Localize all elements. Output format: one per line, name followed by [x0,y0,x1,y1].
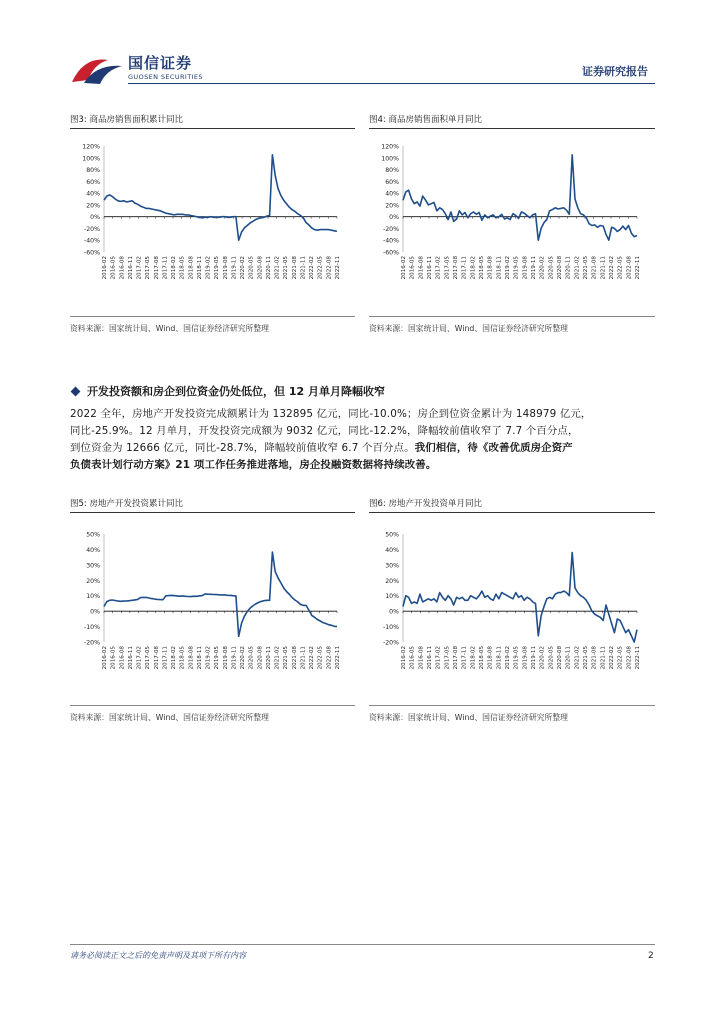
fig6-xtick-label: 2018-02 [470,646,477,670]
fig4-ytick-label: -40% [383,237,399,245]
fig6-xtick-label: 2018-08 [487,646,494,670]
fig4-xtick-label: 2016-02 [401,256,407,280]
fig3-xtick-label: 2020-05 [248,256,255,280]
fig3-xtick-label: 2020-08 [257,256,264,280]
fig4-ytick-label: -20% [383,225,399,233]
fig4-xtick-label: 2020-11 [565,256,572,280]
header-rule [128,83,655,84]
fig5-xtick-label: 2022-02 [309,646,316,670]
fig3-series-line [104,155,337,240]
fig4-xtick-label: 2018-11 [496,256,503,280]
fig3-xtick-label: 2021-11 [300,256,307,280]
fig5-xtick-label: 2016-02 [102,646,108,670]
fig3-xtick-label: 2019-05 [214,256,221,280]
fig6-ytick-label: 30% [385,562,399,570]
fig5-xtick-label: 2020-11 [265,646,272,670]
fig3-ytick-label: 20% [86,202,100,210]
fig4-xtick-label: 2018-05 [479,256,485,280]
fig6-xtick-label: 2016-08 [418,646,425,670]
fig4-xtick-label: 2022-02 [609,256,615,280]
fig5-xtick-label: 2016-11 [127,646,134,670]
fig5-chart [70,528,355,700]
fig5-ytick-label: 40% [86,546,100,554]
fig5-xtick-label: 2017-02 [136,646,143,670]
para-line-2: 同比-25.9%。12 月单月，开发投资完成额为 9032 亿元，同比-12.2%，降幅较前值收窄了 7.7 个百分点， [70,425,579,437]
fig4-xtick-label: 2019-08 [522,256,529,280]
fig5-xtick-label: 2018-02 [171,646,178,670]
fig6-ytick-label: -20% [383,639,399,647]
section-bullet-icon [71,387,81,397]
fig3-xtick-label: 2018-08 [188,256,195,280]
fig3-xtick-label: 2020-11 [265,256,272,280]
fig4-xtick-label: 2016-08 [418,256,425,280]
fig5-title: 图5: 房地产开发投资累计同比 [70,499,183,509]
fig3-ytick-label: 120% [82,143,100,151]
fig3-xtick-label: 2022-11 [335,256,341,280]
fig4-xtick-label: 2018-08 [487,256,494,280]
fig5-xtick-label: 2016-08 [119,646,126,670]
fig5-xtick-label: 2018-11 [196,646,203,670]
brand-name-en: GUOSEN SECURITIES [128,73,203,81]
fig6-xtick-label: 2016-05 [409,646,416,670]
fig5-ytick-label: 20% [86,577,100,585]
fig4-xtick-label: 2021-08 [591,256,598,280]
fig6-xtick-label: 2021-05 [583,646,589,670]
fig3-xtick-label: 2018-02 [171,256,178,280]
fig3-xtick-label: 2017-02 [136,256,143,280]
fig5-ytick-label: 50% [86,531,100,539]
fig3-ytick-label: -40% [84,237,100,245]
fig3-xtick-label: 2022-08 [326,256,333,280]
fig3-ytick-label: 100% [82,155,100,163]
fig6-xtick-label: 2019-02 [505,646,511,670]
fig6-xtick-label: 2021-02 [574,646,581,670]
fig4-title: 图4: 商品房销售面积单月同比 [369,115,482,125]
fig6-xtick-label: 2017-11 [461,646,468,670]
fig6-xtick-label: 2018-05 [479,646,485,670]
fig6-series-line [403,553,637,643]
fig3-ytick-label: -20% [84,225,100,233]
fig4-xtick-label: 2020-08 [557,256,563,280]
fig5-xtick-label: 2017-11 [162,646,169,670]
para-line-3-bold: 我们相信，待《改善优质房企资产 [414,442,573,454]
footer-rule [70,944,655,945]
fig6-xtick-label: 2017-08 [453,646,459,670]
fig6-ytick-label: 40% [385,546,399,554]
header-logo [70,52,126,86]
footer-disclaimer: 请务必阅读正文之后的免责声明及其项下所有内容 [70,951,246,960]
fig5-source: 资料来源：国家统计局、Wind、国信证券经济研究所整理 [70,713,269,722]
fig6-xtick-label: 2017-02 [435,646,442,670]
fig5-xtick-label: 2017-05 [145,646,152,670]
fig3-title: 图3: 商品房销售面积累计同比 [70,115,183,125]
fig4-ytick-label: 0% [389,214,399,222]
fig4-xtick-label: 2022-08 [626,256,633,280]
fig4-xtick-label: 2019-11 [531,256,537,280]
logo-mark-icon [70,52,126,86]
fig3-xtick-label: 2018-05 [179,256,186,280]
fig4-top-rule [369,128,655,129]
fig4-xtick-label: 2017-02 [435,256,442,280]
fig5-xtick-label: 2022-08 [326,646,333,670]
fig4-xtick-label: 2019-05 [513,256,520,280]
fig6-xtick-label: 2018-11 [496,646,503,670]
fig3-xtick-label: 2021-05 [283,256,290,280]
fig4-source: 资料来源：国家统计局、Wind、国信证券经济研究所整理 [369,324,568,333]
fig6-xtick-label: 2022-02 [609,646,615,670]
fig3-ytick-label: 40% [86,190,100,198]
fig6-xtick-label: 2020-11 [565,646,572,670]
fig4-ytick-label: 60% [385,178,399,186]
fig4-xtick-label: 2021-11 [600,255,607,280]
para-line-4-bold: 负债表计划行动方案》21 项工作任务推进落地，房企投融资数据将持续改善。 [70,459,437,471]
fig6-ytick-label: 10% [385,593,399,601]
fig4-series-line [403,155,637,240]
fig3-xtick-label: 2021-02 [274,256,281,280]
fig3-bottom-rule [70,316,355,317]
fig6-title: 图6: 房地产开发投资单月同比 [369,499,482,509]
fig4-ytick-label: 100% [381,155,399,163]
fig6-xtick-label: 2016-02 [401,646,407,670]
fig4-xtick-label: 2022-05 [617,256,624,280]
fig3-xtick-label: 2019-02 [205,256,212,280]
fig5-xtick-label: 2019-11 [231,646,238,670]
fig5-xtick-label: 2019-08 [222,646,229,670]
fig5-xtick-label: 2019-05 [214,646,221,670]
fig6-xtick-label: 2020-05 [548,646,555,670]
fig6-xtick-label: 2022-05 [617,646,624,670]
fig6-source: 资料来源：国家统计局、Wind、国信证券经济研究所整理 [369,713,568,722]
fig6-xtick-label: 2022-11 [635,646,641,670]
fig4-xtick-label: 2021-05 [583,256,589,280]
fig6-xtick-label: 2019-11 [531,646,537,670]
body-paragraph [70,406,660,474]
fig4-xtick-label: 2020-05 [548,256,555,280]
fig6-ytick-label: -10% [383,624,399,632]
fig4-xtick-label: 2021-02 [574,256,581,280]
fig5-xtick-label: 2021-05 [283,646,290,670]
fig6-xtick-label: 2019-05 [513,646,520,670]
fig3-chart [70,140,355,310]
fig3-xtick-label: 2016-02 [102,256,108,280]
fig5-xtick-label: 2021-11 [300,646,307,670]
fig3-xtick-label: 2020-02 [240,256,247,280]
fig5-xtick-label: 2016-05 [110,646,117,670]
fig3-ytick-label: 80% [86,167,100,175]
fig6-xtick-label: 2022-08 [626,646,633,670]
fig6-xtick-label: 2016-11 [427,646,433,670]
fig5-xtick-label: 2022-05 [317,646,324,670]
fig3-xtick-label: 2018-11 [196,256,203,280]
fig3-xtick-label: 2016-05 [110,256,117,280]
fig4-xtick-label: 2020-02 [539,256,546,280]
fig3-xtick-label: 2016-08 [119,256,126,280]
fig6-ytick-label: 50% [385,531,399,539]
fig3-xtick-label: 2019-08 [222,256,229,280]
fig6-xtick-label: 2021-08 [591,646,598,670]
fig4-ytick-label: 80% [385,167,399,175]
fig5-ytick-label: 0% [90,608,100,616]
fig5-ytick-label: 30% [86,562,100,570]
fig5-xtick-label: 2021-02 [274,646,281,670]
fig3-ytick-label: 60% [86,178,100,186]
para-line-4 [70,457,660,474]
fig3-top-rule [70,128,355,129]
page-number: 2 [648,951,654,961]
fig4-xtick-label: 2017-05 [444,256,451,280]
fig6-xtick-label: 2020-02 [539,646,546,670]
fig4-chart [369,140,655,310]
fig6-bottom-rule [369,705,655,706]
fig5-xtick-label: 2018-08 [188,646,195,670]
fig6-xtick-label: 2020-08 [557,646,563,670]
fig3-xtick-label: 2022-05 [317,255,324,280]
section-heading: 开发投资额和房企到位资金仍处低位，但 12 月单月降幅收窄 [87,385,385,398]
fig4-ytick-label: 120% [381,143,399,151]
fig6-ytick-label: 20% [385,577,399,585]
fig4-xtick-label: 2022-11 [635,256,641,280]
brand-name-cn: 国信证券 [128,54,193,72]
fig3-xtick-label: 2021-08 [291,256,298,280]
fig4-xtick-label: 2018-02 [470,256,477,280]
report-type: 证券研究报告 [582,65,648,78]
fig5-ytick-label: -10% [84,624,100,632]
fig3-source: 资料来源：国家统计局、Wind、国信证券经济研究所整理 [70,324,269,333]
fig4-ytick-label: -60% [383,249,399,257]
fig6-chart [369,528,655,700]
fig3-xtick-label: 2019-11 [231,256,238,280]
fig4-xtick-label: 2017-11 [461,256,468,280]
para-line-3-plain: 到位资金为 12666 亿元，同比-28.7%，降幅较前值收窄 6.7 个百分点。 [70,442,415,454]
fig5-xtick-label: 2019-02 [205,646,212,670]
fig4-bottom-rule [369,316,655,317]
fig4-xtick-label: 2017-08 [453,256,459,280]
fig5-top-rule [70,512,355,513]
fig4-ytick-label: 40% [385,190,399,198]
fig3-xtick-label: 2017-08 [153,256,160,280]
fig6-top-rule [369,512,655,513]
fig3-xtick-label: 2017-05 [145,256,152,280]
fig5-ytick-label: -20% [84,639,100,647]
fig3-ytick-label: 0% [90,214,100,222]
fig3-ytick-label: -60% [84,249,100,257]
fig6-xtick-label: 2017-05 [444,646,451,670]
fig5-series-line [104,552,337,636]
fig5-xtick-label: 2020-05 [248,646,255,670]
fig5-ytick-label: 10% [86,593,100,601]
fig4-xtick-label: 2019-02 [505,256,511,280]
fig5-xtick-label: 2020-08 [257,646,264,670]
fig6-xtick-label: 2019-08 [522,646,529,670]
fig5-xtick-label: 2022-11 [335,646,341,670]
fig3-xtick-label: 2016-11 [127,256,134,280]
para-line-1: 2022 全年，房地产开发投资完成额累计为 132895 亿元，同比-10.0%；房企到位资金累计为 148979 亿元， [70,408,592,420]
fig5-bottom-rule [70,705,355,706]
fig5-xtick-label: 2018-05 [179,646,186,670]
fig6-xtick-label: 2021-11 [600,646,607,670]
fig3-xtick-label: 2022-02 [309,256,316,280]
para-line-3 [70,440,660,457]
fig4-ytick-label: 20% [385,202,399,210]
fig5-xtick-label: 2017-08 [153,646,160,670]
fig4-xtick-label: 2016-05 [409,256,416,280]
fig4-xtick-label: 2016-11 [427,256,433,280]
fig6-ytick-label: 0% [389,608,399,616]
fig5-xtick-label: 2020-02 [240,646,247,670]
fig5-xtick-label: 2021-08 [291,646,298,670]
fig3-xtick-label: 2017-11 [162,256,169,280]
